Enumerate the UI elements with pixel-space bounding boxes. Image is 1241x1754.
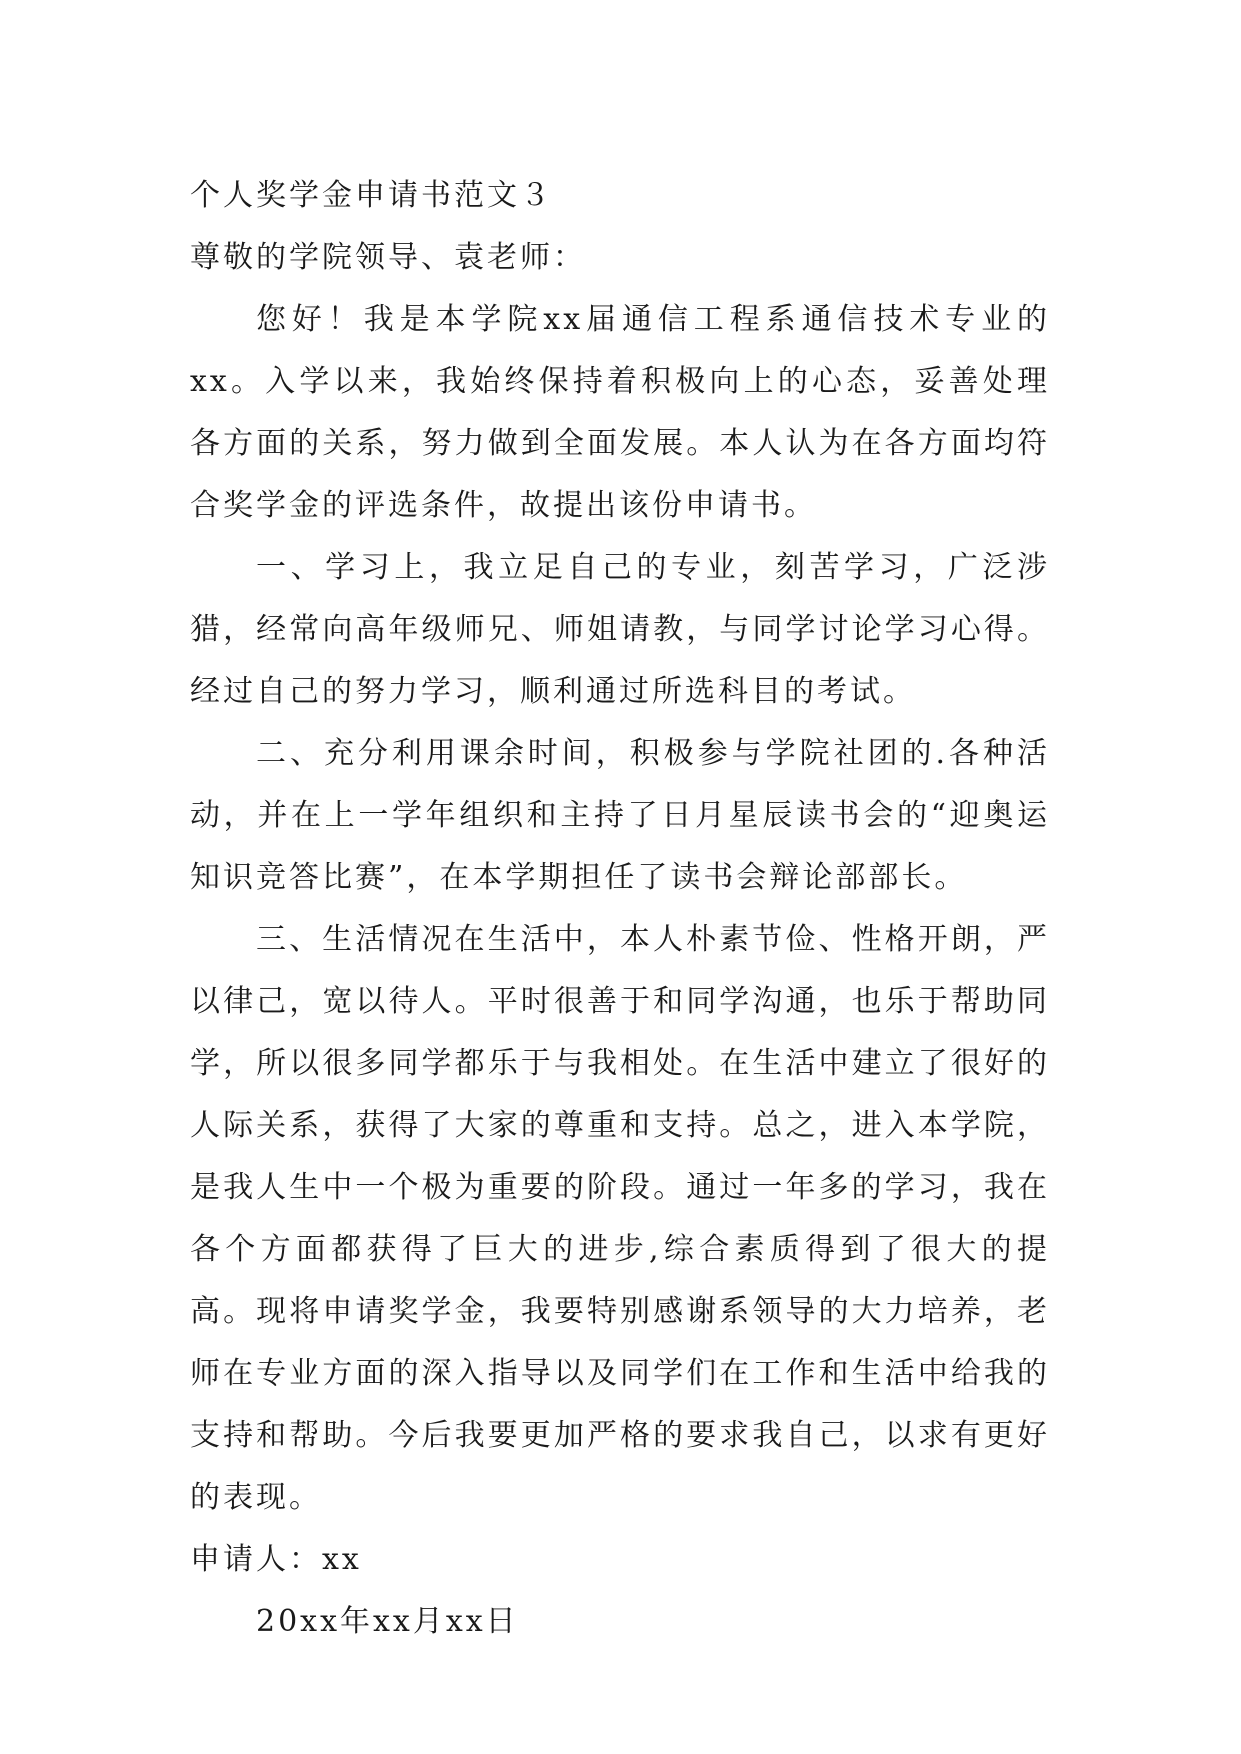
paragraph-life: 三、生活情况在生活中，本人朴素节俭、性格开朗，严以律己，宽以待人。平时很善于和同学沟通，也乐于帮助同学，所以很多同学都乐于与我相处。在生活中建立了很好的人际关系，获得了大家的尊重和支持。总之，进入本学院，是我人生中一个极为重要的阶段。通过一年多的学习，我在各个方面都获得了巨大的进步,综合素质得到了很大的提高。现将申请奖学金，我要特别感谢系领导的大力培养，老师在专业方面的深入指导以及同学们在工作和生活中给我的支持和帮助。今后我要更加严格的要求我自己，以求有更好的表现。 (190, 922, 1050, 1515)
salutation: 尊敬的学院领导、袁老师： (190, 240, 586, 275)
document-body (190, 165, 1050, 1653)
paragraph-intro: 您好！我是本学院xx届通信工程系通信技术专业的xx。入学以来，我始终保持着积极向上的心态，妥善处理各方面的关系，努力做到全面发展。本人认为在各方面均符合奖学金的评选条件，故提出该份申请书。 (190, 302, 1050, 523)
document-title: 个人奖学金申请书范文３ (190, 178, 553, 213)
signature: 申请人：xx (190, 1542, 362, 1577)
paragraph-activities: 二、充分利用课余时间，积极参与学院社团的.各种活动，并在上一学年组织和主持了日月星辰读书会的“迎奥运知识竞答比赛”，在本学期担任了读书会辩论部部长。 (190, 736, 1050, 895)
paragraph-study: 一、学习上，我立足自己的专业，刻苦学习，广泛涉猎，经常向高年级师兄、师姐请教，与同学讨论学习心得。经过自己的努力学习，顺利通过所选科目的考试。 (190, 550, 1050, 709)
signature-date: 20xx年xx月xx日 (256, 1604, 519, 1639)
